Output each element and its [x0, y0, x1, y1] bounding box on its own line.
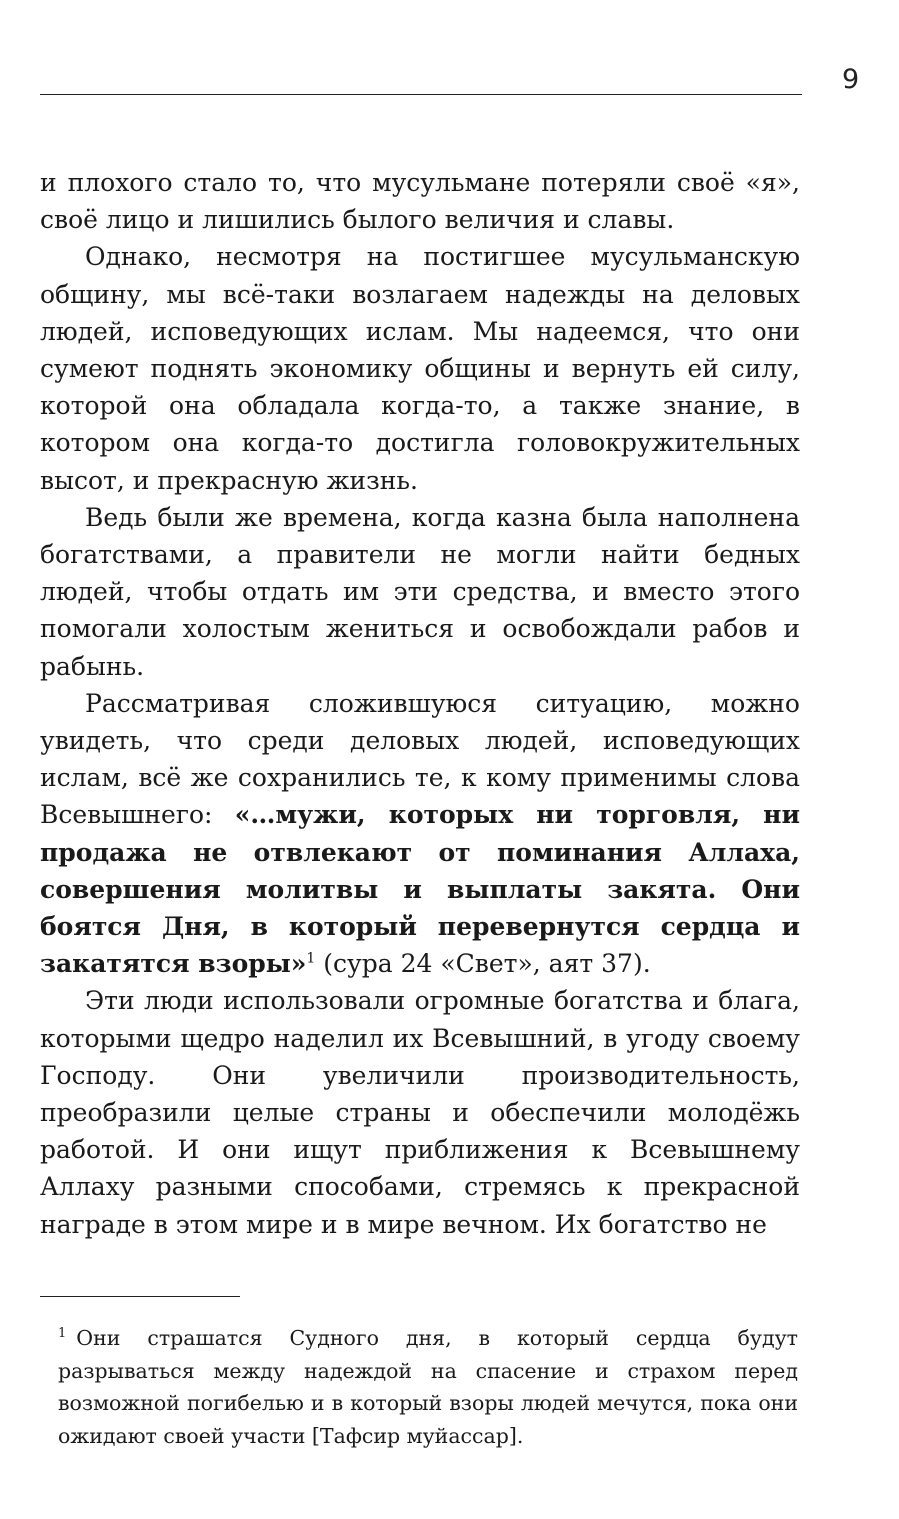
- footnote-number: 1: [58, 1326, 67, 1342]
- main-text: [40, 164, 800, 1243]
- quote-source: (сура 24 «Свет», аят 37).: [315, 949, 651, 979]
- paragraph-4-intro: Рассматривая сложившуюся ситуацию, можно увидеть, что среди деловых людей, исповедующих ислам, всё же сохранились те, к кому применимы слова Всевышнего:: [40, 688, 800, 830]
- footnote-reference[interactable]: 1: [306, 950, 316, 967]
- paragraph-5: Эти люди использовали огромные богатства и блага, которыми щедро наделил их Всевышний, в угоду своему Господу. Они увеличили производительность, преобразили целые страны и обеспечили молодёжь работой. И они ищут приближения к Всевышнему Аллаху разными способами, стремясь к прекрасной награде в этом мире и в мире вечном. Их богатство не: [40, 986, 800, 1239]
- footnote: [58, 1322, 798, 1452]
- paragraph-2: Однако, несмотря на постигшее мусульманскую общину, мы всё-таки возлагаем надежды на деловых людей, исповедующих ислам. Мы надеемся, что они сумеют поднять экономику общины и вернуть ей силу, которой она обладала когда-то, а также знание, в котором она когда-то достигла головокружительных высот, и прекрасную жизнь.: [40, 242, 800, 495]
- paragraph-3: Ведь были же времена, когда казна была наполнена богатствами, а правители не могли найти бедных людей, чтобы отдать им эти средства, и вместо этого помогали холостым жениться и освобождали рабов и рабынь.: [40, 502, 800, 681]
- page-number: 9: [842, 64, 860, 95]
- footnote-rule: [40, 1296, 240, 1297]
- header-rule: [40, 94, 802, 95]
- paragraph-4: [40, 685, 800, 983]
- paragraph-1: и плохого стало то, что мусульмане потеряли своё «я», своё лицо и лишились былого величия и славы.: [40, 168, 800, 235]
- quran-quote: «…мужи, которых ни торговля, ни продажа не отвлекают от поминания Аллаха, совершения молитвы и выплаты закята. Они боятся Дня, в который перевернутся сердца и закатятся взоры»: [40, 800, 801, 979]
- footnote-text: Они страшатся Судного дня, в который сердца будут разрываться между надеждой на спасение и страхом перед возможной погибелью и в который взоры людей мечутся, пока они ожидают своей участи [Тафсир муйассар].: [58, 1326, 798, 1448]
